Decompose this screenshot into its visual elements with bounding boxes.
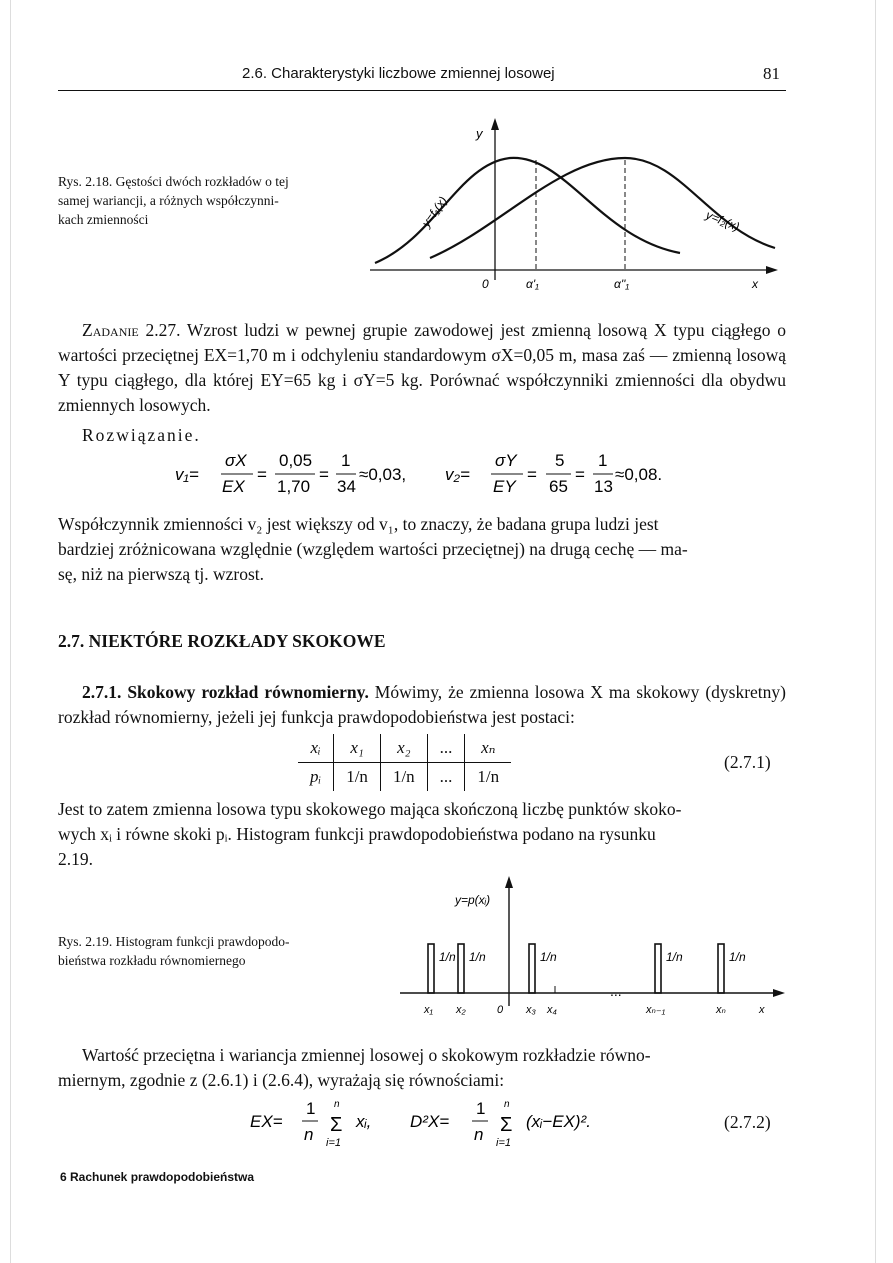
v1-den1: EX (222, 477, 245, 496)
ex-lhs: EX= (250, 1112, 283, 1131)
d2x-formula (410, 1099, 591, 1149)
bar-label: 1/n (666, 950, 683, 964)
equation-v2 (445, 451, 662, 496)
table-cell: xₙ (465, 734, 511, 763)
tick-label: 0 (497, 1004, 504, 1016)
section-heading (58, 631, 386, 652)
v1-lhs: v₁= (175, 465, 199, 484)
figure-2-19-caption (58, 932, 378, 970)
solution-label-text: Rozwiązanie. (82, 425, 201, 445)
conclusion-line: Współczynnik zmienności v₂ jest większy od v₁, to znaczy, że badana grupa ludzi jest (58, 514, 659, 534)
subsection-2-7-1 (58, 680, 786, 730)
caption-line: samej wariancji, a różnych współczynni- (58, 193, 279, 208)
bar-label: 1/n (540, 950, 557, 964)
solution-conclusion (58, 512, 786, 587)
exercise-number: 2.27. (145, 320, 181, 340)
x-axis-arrow (773, 989, 785, 997)
page-number: 81 (763, 64, 780, 83)
exercise-line: Wzrost ludzi w pewnej grupie zawodowej jest zmienną losową X typu (186, 320, 705, 340)
density-curve-f1 (375, 158, 680, 263)
histogram-bar-xn (718, 944, 724, 993)
v1-result: ≈0,03, (359, 465, 407, 484)
equals: = (257, 465, 267, 484)
v2-den1: EY (493, 477, 516, 496)
ex-term: xᵢ, (356, 1112, 372, 1131)
conclusion-line: sę, niż na pierwszą tj. wzrost. (58, 564, 265, 584)
equals: = (527, 465, 537, 484)
paragraph-line: Wartość przeciętna i wariancja zmiennej losowej o skokowym rozkładzie równo- (82, 1045, 651, 1065)
equation-2-7-2 (250, 1094, 670, 1154)
origin-label: 0 (482, 277, 489, 291)
tick-label: x₄ (547, 1004, 557, 1016)
tick-label: xₙ (716, 1004, 726, 1016)
figure-2-18-caption (58, 172, 378, 229)
x-axis-label: x (752, 277, 758, 291)
caption-line: kach zmienności (58, 212, 149, 227)
d2x-lhs: D²X= (410, 1112, 450, 1131)
alpha1-label: α'₁ (526, 277, 539, 291)
equation-number-2-7-1: (2.7.1) (724, 752, 771, 772)
page-edge-left (10, 0, 11, 1263)
v1-den3: 34 (337, 477, 356, 496)
header-title: 2.6. Charakterystyki liczbowe zmiennej losowej (242, 65, 555, 82)
paragraph-line: wych xᵢ i równe skoki pᵢ. Histogram funkcji prawdopodobieństwa podano na rysunku (58, 824, 656, 844)
v2-num1: σY (495, 451, 517, 470)
coefficient-equations (175, 448, 695, 504)
histogram-bar-x2 (458, 944, 464, 993)
histogram-bar-x3 (529, 944, 535, 993)
caption-line: Rys. 2.19. Histogram funkcji prawdopodo- (58, 934, 290, 949)
v2-den3: 13 (594, 477, 613, 496)
solution-label (82, 423, 382, 448)
table-cell: 1/n (334, 763, 381, 792)
tick-label: x₁ (424, 1004, 433, 1016)
subsection-line: (dyskretny) rozkład równomierny, jeżeli jej funkcja prawdopodobieństwa jest postaci: (58, 682, 787, 727)
tick-label: x₂ (456, 1004, 466, 1016)
table-row (298, 763, 511, 792)
exercise-label: Zadanie (82, 320, 139, 340)
tick-label: x₃ (526, 1004, 536, 1016)
histogram-bar-xn-1 (655, 944, 661, 993)
bar-label: 1/n (729, 950, 746, 964)
x-axis-arrow (766, 266, 778, 274)
table-cell: xᵢ (298, 734, 334, 763)
figure-2-19-chart (395, 876, 790, 1021)
tick-label: x (759, 1004, 765, 1016)
after-table-paragraph (58, 797, 786, 872)
distribution-table (298, 734, 511, 791)
table-cell: ... (427, 763, 465, 792)
table-cell: 1/n (380, 763, 427, 792)
density-curve-f2 (430, 158, 775, 258)
sum-sign: Σ (500, 1114, 513, 1136)
paragraph-line: Jest to zatem zmienna losowa typu skokowego mająca skończoną liczbę punktów skoko- (58, 799, 682, 819)
exercise-line: masa zaś — zmienną losową Y typu ciągłego, dla której EY=65 kg i σY=5 kg. Porównać (58, 345, 787, 390)
caption-line: bieństwa rozkładu równomiernego (58, 953, 246, 968)
v2-result: ≈0,08. (615, 465, 663, 484)
table-row (298, 734, 511, 763)
subsection-title: Skokowy rozkład równomierny. (127, 682, 369, 702)
conclusion-line: bardziej zróżnicowana względnie (względem wartości przeciętnej) na drugą cechę — ma- (58, 539, 688, 559)
ellipsis: ... (610, 983, 622, 999)
sum-bottom: i=1 (326, 1137, 341, 1149)
equation-v1 (175, 451, 406, 496)
alpha2-label: α''₁ (614, 277, 630, 291)
v1-den2: 1,70 (277, 477, 311, 496)
curve-f1-label: y=f₁(x) (418, 193, 451, 230)
figure-2-18-chart (360, 118, 790, 298)
bar-label: 1/n (469, 950, 486, 964)
sum-bottom: i=1 (496, 1137, 511, 1149)
paragraph-line: miernym, zgodnie z (2.6.1) i (2.6.4), wyrażają się równościami: (58, 1070, 505, 1090)
y-axis-arrow (505, 876, 513, 888)
bar-labels (439, 950, 746, 964)
v2-num3: 1 (598, 451, 608, 470)
table-cell: ... (427, 734, 465, 763)
equals: = (575, 465, 585, 484)
ex-formula (250, 1099, 371, 1149)
running-header (58, 60, 786, 91)
subsection-line: Mówimy, że zmienna losowa X ma skokowy (374, 682, 700, 702)
tick-label: xₙ₋₁ (646, 1004, 666, 1016)
sum-top: n (504, 1099, 510, 1110)
table-cell: x₂ (380, 734, 427, 763)
curve-f2-label: y=f₂(x) (703, 207, 742, 234)
v2-lhs: v₂= (445, 465, 470, 484)
histogram-bar-x1 (428, 944, 434, 993)
page-edge-right (875, 0, 876, 1263)
equals: = (319, 465, 329, 484)
tick-labels (423, 1004, 765, 1016)
section-title: NIEKTÓRE ROZKŁADY SKOKOWE (88, 631, 386, 651)
y-axis-label: y=p(xᵢ) (455, 893, 491, 907)
sum-sign: Σ (330, 1114, 343, 1136)
subsection-number: 2.7.1. (82, 682, 122, 702)
v2-num2: 5 (555, 451, 565, 470)
equation-number-2-7-2: (2.7.2) (724, 1112, 771, 1132)
v2-den2: 65 (549, 477, 568, 496)
table-cell: 1/n (465, 763, 511, 792)
section-number: 2.7. (58, 631, 85, 651)
d2x-term: (xᵢ−EX)². (526, 1112, 591, 1131)
table-cell: pᵢ (310, 767, 322, 786)
frac-den: n (474, 1125, 484, 1144)
page-footer: 6 Rachunek prawdopodobieństwa (60, 1170, 255, 1184)
v1-num3: 1 (341, 451, 351, 470)
final-paragraph (58, 1043, 786, 1093)
exercise-2-27 (58, 318, 786, 418)
exercise-line: ciągłego o wartości przeciętnej EX=1,70 m i odchyleniu standardowym σX=0,05 m, (58, 320, 787, 365)
y-axis-label: y (476, 126, 483, 141)
exercise-line: współczynniki zmienności dla obydwu zmiennych losowych. (58, 370, 786, 415)
paragraph-line: 2.19. (58, 849, 93, 869)
bar-label: 1/n (439, 950, 456, 964)
caption-line: Rys. 2.18. Gęstości dwóch rozkładów o tej (58, 174, 289, 189)
frac-num: 1 (306, 1099, 316, 1118)
frac-num: 1 (476, 1099, 486, 1118)
table-cell: x₁ (334, 734, 381, 763)
frac-den: n (304, 1125, 314, 1144)
v1-num1: σX (225, 451, 247, 470)
sum-top: n (334, 1099, 340, 1110)
v1-num2: 0,05 (279, 451, 313, 470)
y-axis-arrow (491, 118, 499, 130)
